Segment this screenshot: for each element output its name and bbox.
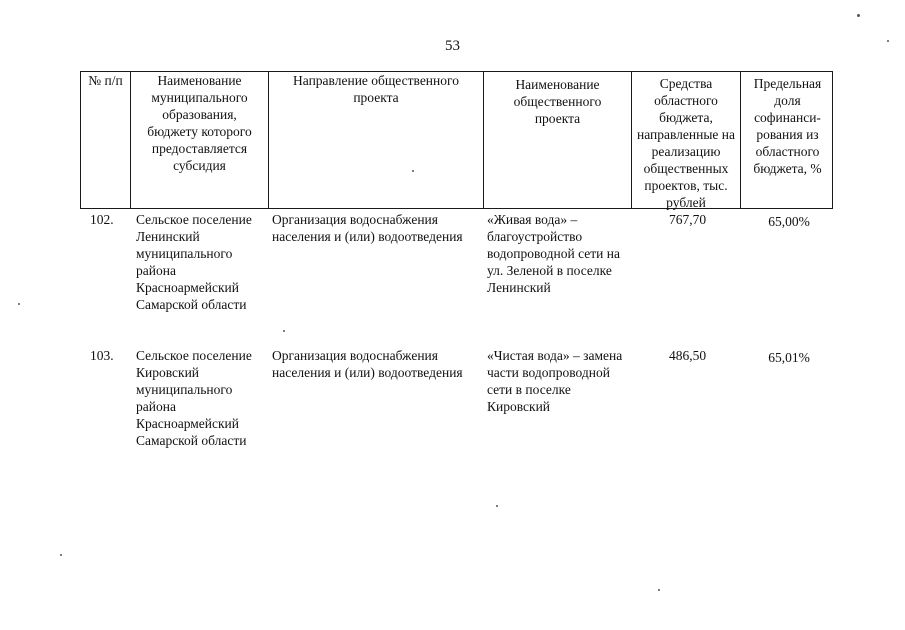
row-municipality: Сельское поселение Кировский муниципального района Красноармейский Самарской области [136,348,252,448]
row-project: «Чистая вода» – замена части водопроводной сети в поселке Кировский [487,348,623,414]
row-number: 103. [90,348,114,363]
row-share: 65,00% [768,214,810,229]
header-cell-direction: Направление общественного проекта [268,71,483,209]
scan-speck [887,40,889,42]
row-municipality: Сельское поселение Ленинский муниципального района Красноармейский Самарской области [136,212,252,312]
header-cell-funds: Средства областного бюджета, направленные на реализацию общественных проектов, тыс. рублей [631,71,740,209]
row-project: «Живая вода» – благоустройство водопроводной сети на ул. Зеленой в поселке Ленинский [487,212,620,295]
row-funds: 767,70 [668,212,707,227]
row-number: 102. [90,212,114,227]
scan-speck [283,330,285,332]
row-funds: 486,50 [668,348,707,363]
header-cell-number: № п/п [80,71,130,209]
header-cell-share: Предельная доля софинанси-рования из областного бюджета, % [740,71,833,209]
row-direction: Организация водоснабжения населения и (или) водоотведения [272,212,463,244]
row-direction: Организация водоснабжения населения и (или) водоотведения [272,348,463,380]
header-cell-municipality: Наименование муниципального образования, бюджету которого предоставляется субсидия [130,71,268,209]
scan-speck [18,303,20,305]
scan-speck [857,14,860,17]
scan-speck [60,554,62,556]
scan-speck [412,170,414,172]
scan-speck [496,505,498,507]
header-cell-project: Наименование общественного проекта [483,71,631,209]
scan-speck [658,589,660,591]
row-share: 65,01% [768,350,810,365]
page-number: 53 [445,38,460,54]
